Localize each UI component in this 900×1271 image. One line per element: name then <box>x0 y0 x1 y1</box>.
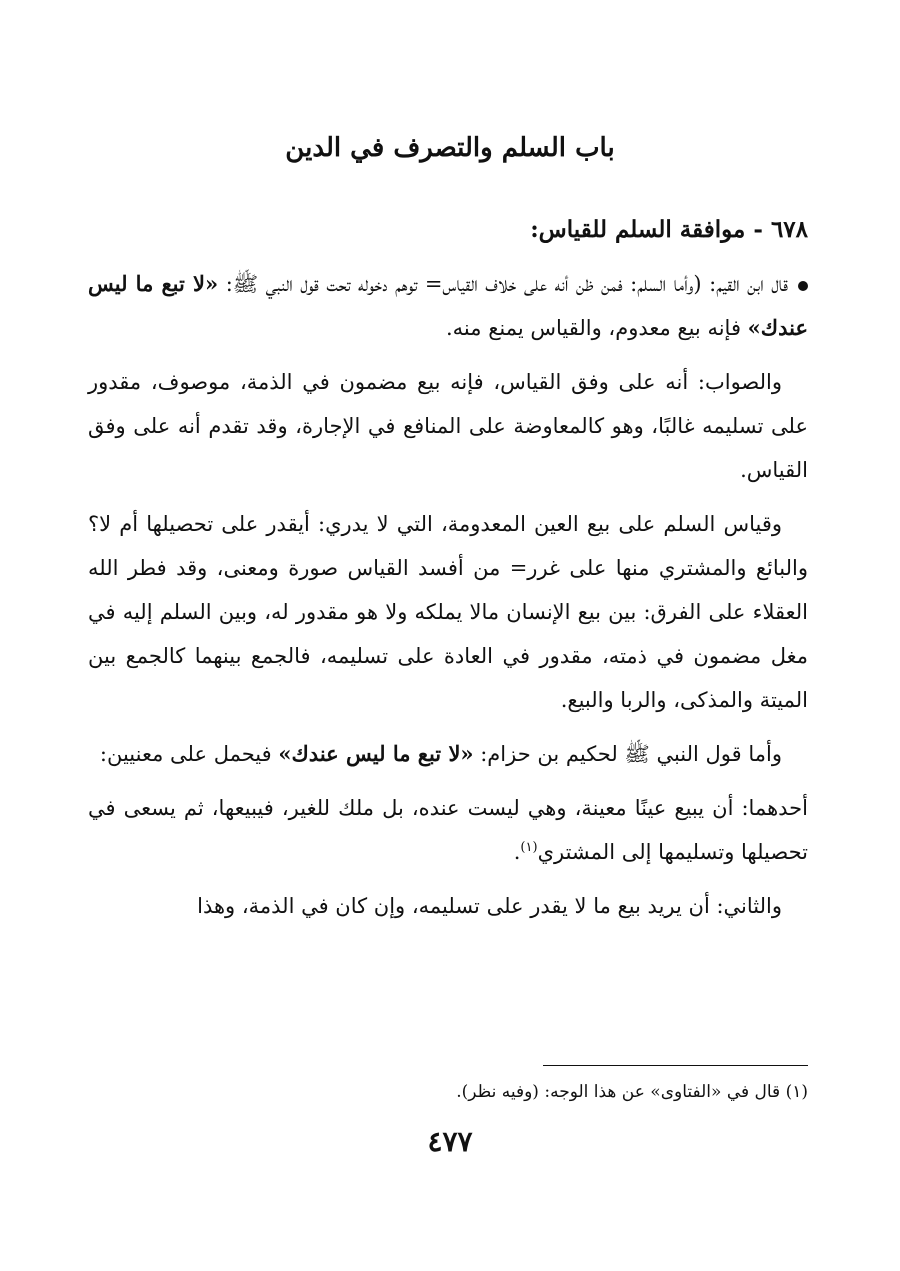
hadith-quote: «لا تبع ما ليس عندك» <box>88 271 808 340</box>
footnote: (١) قال في «الفتاوى» عن هذا الوجه: (وفيه نظر). <box>456 1082 808 1102</box>
bullet-icon <box>798 281 808 291</box>
paragraph-4-text-b: فيحمل على معنيين: <box>99 742 279 766</box>
paragraph-2: والصواب: أنه على وفق القياس، فإنه بيع مضمون في الذمة، موصوف، مقدور على تسليمه غالبًا، وهو كالمعاوضة على المنافع في الإجارة، وقد تقدم أنه على وفق القياس. <box>88 370 808 482</box>
section-title: ٦٧٨ - موافقة السلم للقياس: <box>530 216 808 243</box>
paragraph-5-text: أحدهما: أن يبيع عينًا معينة، وهي ليست عنده، بل ملك للغير، فيبيعها، ثم يسعى في تحصيلها وتسليمها إلى المشتري <box>88 796 808 864</box>
footnote-reference: (١) <box>520 840 538 855</box>
paragraph-1 <box>88 262 808 350</box>
paragraph-5 <box>88 786 808 874</box>
paragraph-3: وقياس السلم على بيع العين المعدومة، التي لا يدري: أيقدر على تحصيلها أم لا؟ والبائع والمشتري منها على غرر= من أفسد القياس صورة ومعنى، وقد فطر الله العقلاء على الفرق: بين بيع الإنسان مالا يملكه ولا هو مقدور له، وبين السلم إليه في مغل مضمون في ذمته، مقدور في العادة على تسليمه، فالجمع بينهما كالجمع بين الميتة والمذكى، والربا والبيع. <box>88 512 808 712</box>
page-number: ٤٧٧ <box>427 1125 473 1158</box>
paragraph-1-text-a: قال ابن القيم: (وأما السلم: فمن ظن أنه على خلاف القياس= توهم دخوله تحت قول النبي ﷺ: <box>218 272 788 296</box>
page-body <box>88 208 808 938</box>
footnote-divider <box>543 1065 808 1066</box>
paragraph-1-text-b: فإنه بيع معدوم، والقياس يمنع منه. <box>446 316 748 340</box>
running-head: باب السلم والتصرف في الدين <box>285 133 615 163</box>
paragraph-5-end: . <box>513 840 521 864</box>
paragraph-4-text-a: وأما قول النبي ﷺ لحكيم بن حزام: <box>473 742 782 766</box>
paragraph-6: والثاني: أن يريد بيع ما لا يقدر على تسليمه، وإن كان في الذمة، وهذا <box>197 894 782 918</box>
paragraph-4 <box>88 732 808 776</box>
hadith-quote: «لا تبع ما ليس عندك» <box>278 741 474 766</box>
